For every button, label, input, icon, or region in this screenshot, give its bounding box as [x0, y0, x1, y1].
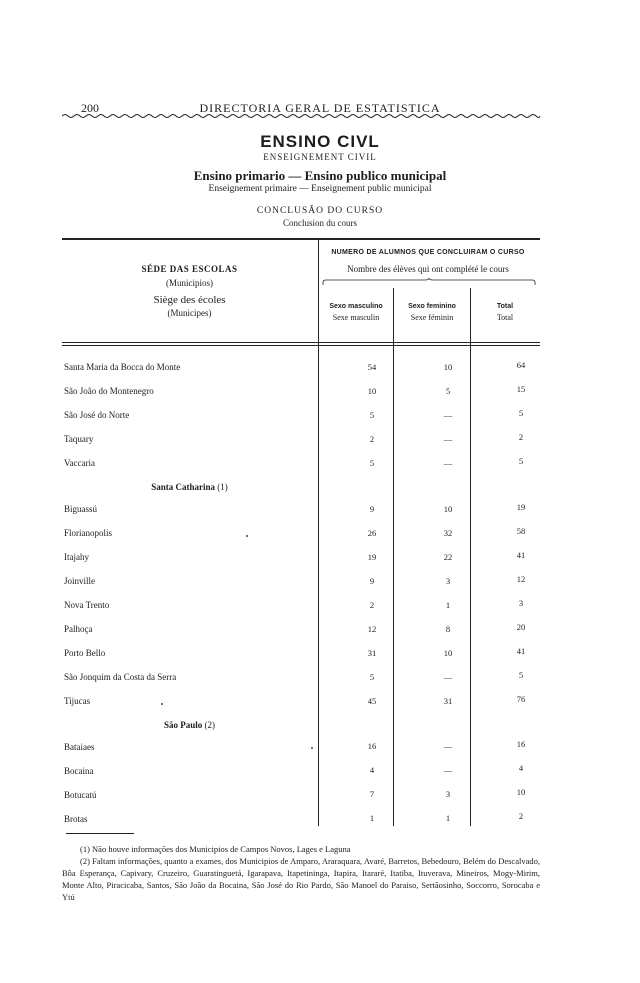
- row-name: Bocaina: [64, 766, 94, 776]
- row-name: Florianopolis: [64, 528, 113, 538]
- row-male: 45: [367, 696, 377, 706]
- row-name: Itajahy: [64, 552, 89, 562]
- group-note: (1): [217, 482, 228, 492]
- row-name: Palhoça: [64, 624, 93, 634]
- group-name: São Paulo: [163, 720, 203, 730]
- row-female: —: [443, 410, 453, 420]
- row-name: Porto Bello: [64, 648, 106, 658]
- wavy-rule: [62, 113, 540, 119]
- row-female: 3: [445, 789, 451, 799]
- subheader-male-pt: Sexo masculino: [329, 303, 383, 310]
- col1-header-pt: SÉDE DAS ESCOLAS: [141, 264, 238, 274]
- row-female: 8: [445, 624, 451, 634]
- running-head: DIRECTORIA GERAL DE ESTATISTICA: [199, 101, 441, 115]
- row-name: São Jonquim da Costa da Serra: [64, 672, 177, 682]
- row-total: 5: [518, 408, 524, 418]
- subtitle-fr: Enseignement primaire — Enseignement public municipal: [208, 184, 432, 194]
- brace: [322, 278, 536, 286]
- row-male: 9: [369, 504, 375, 514]
- row-total: 10: [516, 787, 526, 797]
- span-header-pt: NUMERO DE ALUMNOS QUE CONCLUIRAM O CURSO: [331, 249, 525, 256]
- group-note: (2): [204, 720, 215, 730]
- row-female: —: [443, 741, 453, 751]
- row-name: Santa Maria da Bocca do Monte: [64, 362, 181, 372]
- row-female: 5: [445, 386, 451, 396]
- row-total: 4: [518, 763, 524, 773]
- row-female: 31: [443, 696, 453, 706]
- row-name: Brotas: [64, 814, 88, 824]
- group-heading-sao-paulo: [62, 720, 317, 730]
- row-male: 16: [367, 741, 377, 751]
- span-header-fr: Nombre des élèves qui ont complété le cours: [347, 264, 509, 274]
- page-number: 200: [81, 101, 99, 115]
- row-male: 4: [369, 765, 375, 775]
- row-total: 5: [518, 456, 524, 466]
- row-male: 5: [369, 672, 375, 682]
- row-total: 64: [516, 360, 526, 370]
- row-total: 58: [516, 526, 526, 536]
- row-male: 26: [367, 528, 377, 538]
- footnote-rule: [66, 833, 134, 834]
- row-name: Biguassú: [64, 504, 98, 514]
- row-name: São João do Montenegro: [64, 386, 154, 396]
- table-header-rule: [62, 342, 540, 343]
- row-male: 9: [369, 576, 375, 586]
- col-divider-1: [318, 239, 319, 826]
- section-title-fr: Conclusion du cours: [283, 218, 357, 228]
- row-male: 2: [369, 434, 375, 444]
- row-name: Bataiaes: [64, 742, 95, 752]
- footnote-2: (2) Faltam informações, quanto a exames, dos Municipios de Amparo, Araraquara, Avaré, Barretos, Bebedouro, Belém do Descalvado, Bôa Esperança, Capivary, Cruzeiro, Guaratinguetá, Igarapava, Itapetininga, Itapira, Itararé, Itatiba, Ituverava, Mineiros, Mogy-Mirim, Monte Alto, Piracicaba, Santos, São João da Bocaina, São José do Rio Pardo, São Manoel do Paraiso, Sertãosinho, Soccorro, Sorocaba e Ytú: [62, 856, 540, 902]
- row-total: 16: [516, 739, 526, 749]
- row-name: Vaccaria: [64, 458, 95, 468]
- row-male: 19: [367, 552, 377, 562]
- row-total: 2: [518, 432, 524, 442]
- row-male: 10: [367, 386, 377, 396]
- row-total: 3: [518, 598, 524, 608]
- row-name: Joinville: [64, 576, 95, 586]
- title-main: ENSINO CIVL: [260, 132, 380, 151]
- subheader-female: [395, 303, 469, 322]
- row-female: 1: [445, 600, 451, 610]
- row-female: 22: [443, 552, 453, 562]
- col1-header-pt-sub: (Municipios): [166, 278, 213, 288]
- subheader-female-pt: Sexo feminino: [408, 303, 456, 310]
- row-total: 12: [516, 574, 526, 584]
- row-female: 10: [443, 504, 453, 514]
- group-name: Santa Catharina: [151, 482, 215, 492]
- subheader-total-pt: Total: [496, 303, 514, 310]
- row-total: 2: [518, 811, 524, 821]
- row-total: 5: [518, 670, 524, 680]
- row-male: 31: [367, 648, 377, 658]
- col1-header-fr-sub: (Municipes): [167, 308, 212, 318]
- subtitle: Ensino primario — Ensino publico municipal: [193, 168, 447, 183]
- row-male: 2: [369, 600, 375, 610]
- row-male: 54: [367, 362, 377, 372]
- row-total: 76: [516, 694, 526, 704]
- row-female: —: [443, 458, 453, 468]
- row-total: 15: [516, 384, 526, 394]
- row-total: 19: [516, 502, 526, 512]
- row-name: Tijucas: [64, 696, 91, 706]
- row-female: 10: [443, 362, 453, 372]
- row-female: —: [443, 434, 453, 444]
- section-title: CONCLUSÃO DO CURSO: [256, 206, 384, 216]
- print-speck: [161, 703, 163, 705]
- row-name: Botucatú: [64, 790, 97, 800]
- group-heading-santa-catharina: [62, 482, 317, 492]
- row-male: 7: [369, 789, 375, 799]
- subheader-male-fr: Sexe masculin: [332, 313, 380, 322]
- row-name: São José do Norte: [64, 410, 130, 420]
- row-female: —: [443, 672, 453, 682]
- row-total: 20: [516, 622, 526, 632]
- row-female: 32: [443, 528, 453, 538]
- row-male: 5: [369, 458, 375, 468]
- row-name: Nova Trento: [64, 600, 110, 610]
- row-female: —: [443, 765, 453, 775]
- row-female: 10: [443, 648, 453, 658]
- print-speck: [311, 747, 313, 749]
- title-main-fr: ENSEIGNEMENT CIVIL: [263, 152, 377, 162]
- row-male: 5: [369, 410, 375, 420]
- subheader-female-fr: Sexe féminin: [410, 313, 454, 322]
- row-total: 41: [516, 646, 526, 656]
- subheader-male: [320, 303, 392, 322]
- subheader-total-fr: Total: [496, 313, 514, 322]
- col1-header-fr: Siège des écoles: [153, 294, 226, 306]
- row-male: 1: [369, 813, 375, 823]
- table-top-rule: [62, 238, 540, 240]
- row-female: 1: [445, 813, 451, 823]
- print-speck: [246, 535, 248, 537]
- subheader-total: [472, 303, 538, 322]
- row-name: Taquary: [64, 434, 94, 444]
- row-total: 41: [516, 550, 526, 560]
- footnote-1: (1) Não houve informações dos Municipios de Campos Novos, Lages e Laguna: [80, 844, 351, 854]
- row-male: 12: [367, 624, 377, 634]
- table-header-rule-2: [62, 345, 540, 346]
- row-female: 3: [445, 576, 451, 586]
